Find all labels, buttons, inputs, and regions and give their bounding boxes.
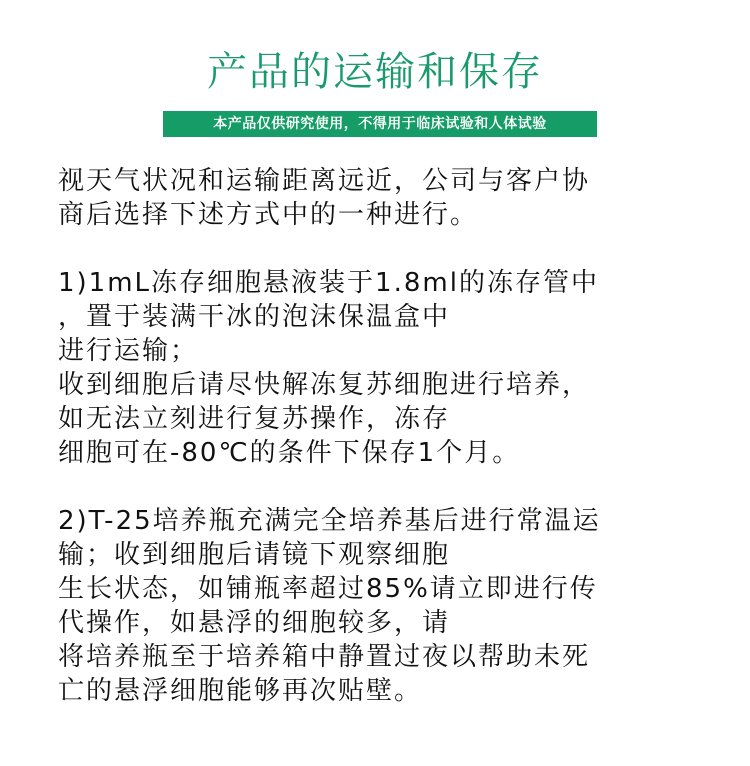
option-1-line: 1)1mL冻存细胞悬液装于1.8ml的冻存管中 [58,268,599,298]
option-2-line: 代操作，如悬浮的细胞较多，请 [58,608,451,638]
option-2-line: 将培养瓶至于培养箱中静置过夜以帮助未死 [58,642,591,672]
option-2-line: 亡的悬浮细胞能够再次贴壁。 [58,676,423,706]
disclaimer-banner: 本产品仅供研究使用，不得用于临床试验和人体试验 [163,111,597,137]
option-1-line: 如无法立刻进行复苏操作，冻存 [58,404,451,434]
intro-line: 视天气状况和运输距离远近，公司与客户协 [58,166,591,196]
option-1-paragraph [58,266,718,470]
intro-line: 商后选择下述方式中的一种进行。 [58,200,479,230]
option-2-line: 输；收到细胞后请镜下观察细胞 [58,540,451,570]
option-2-line: 生长状态，如铺瓶率超过85%请立即进行传 [58,574,598,604]
option-1-line: ，置于装满干冰的泡沫保温盒中 [58,302,451,332]
option-1-line: 收到细胞后请尽快解冻复苏细胞进行培养， [58,370,591,400]
page-title: 产品的运输和保存 [207,49,543,95]
option-2-line: 2)T-25培养瓶充满完全培养基后进行常温运 [58,506,601,536]
intro-paragraph [58,164,718,232]
content-body [58,164,718,742]
option-1-line: 进行运输； [58,336,199,366]
option-2-paragraph [58,504,718,708]
option-1-line: 细胞可在-80℃的条件下保存1个月。 [58,438,521,468]
